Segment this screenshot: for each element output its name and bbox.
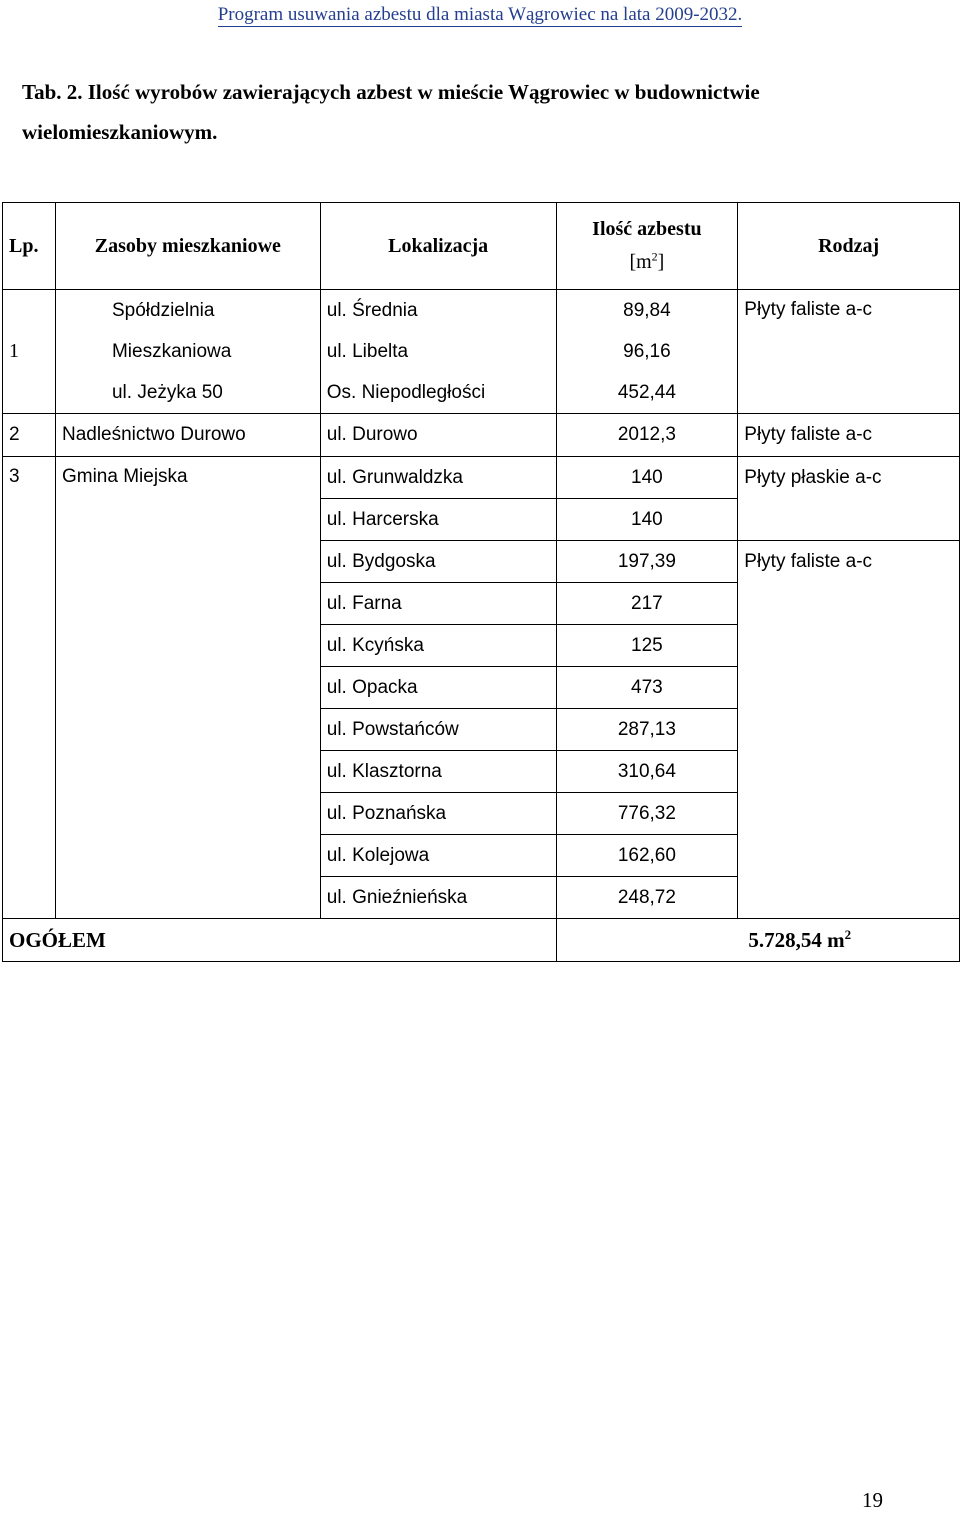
lokalizacja-cell: ul. Kolejowa — [320, 835, 556, 877]
table-row — [3, 290, 960, 332]
rodzaj-cell: Płyty faliste a-c — [738, 414, 960, 457]
total-row — [3, 919, 960, 962]
table-header-row — [3, 203, 960, 290]
ilosc-cell: 310,64 — [556, 751, 738, 793]
page-number: 19 — [862, 1488, 883, 1512]
asbestos-table — [2, 202, 960, 962]
ilosc-cell: 248,72 — [556, 877, 738, 919]
lokalizacja-cell: ul. Bydgoska — [320, 541, 556, 583]
lokalizacja-cell: Os. Niepodległości — [320, 372, 556, 414]
header-ilosc-label: Ilość azbestu — [592, 218, 702, 240]
group1-zasoby — [55, 290, 320, 414]
header-lp: Lp. — [3, 203, 56, 290]
lokalizacja-cell: ul. Opacka — [320, 667, 556, 709]
lokalizacja-cell: ul. Farna — [320, 583, 556, 625]
rodzaj-cell — [738, 499, 960, 541]
lokalizacja-cell: ul. Poznańska — [320, 793, 556, 835]
caption-line-2: wielomieszkaniowym. — [22, 120, 218, 144]
ilosc-cell: 452,44 — [556, 372, 738, 414]
page-header — [0, 4, 960, 26]
table-row — [3, 414, 960, 457]
ilosc-cell: 125 — [556, 625, 738, 667]
rodzaj-cell — [738, 709, 960, 751]
rodzaj-cell: Płyty płaskie a-c — [738, 457, 960, 499]
rodzaj-cell — [738, 667, 960, 709]
rodzaj-cell — [738, 793, 960, 835]
rodzaj-cell — [738, 583, 960, 625]
total-value: 5.728,54 $m^2$ — [556, 919, 959, 962]
group1-lp: 1 — [3, 290, 56, 414]
group3-zasoby: Gmina Miejska — [55, 457, 320, 919]
lokalizacja-cell: ul. Klasztorna — [320, 751, 556, 793]
lokalizacja-cell: ul. Harcerska — [320, 499, 556, 541]
lokalizacja-cell: ul. Średnia — [320, 290, 556, 332]
lokalizacja-cell: ul. Grunwaldzka — [320, 457, 556, 499]
lokalizacja-cell: ul. Powstańców — [320, 709, 556, 751]
lokalizacja-cell: ul. Kcyńska — [320, 625, 556, 667]
table-caption — [22, 72, 922, 152]
header-ilosc — [556, 203, 738, 290]
page-header-text: Program usuwania azbestu dla miasta Wągrowiec na lata 2009-2032. — [217, 4, 743, 25]
ilosc-cell: 140 — [556, 457, 738, 499]
rodzaj-cell — [738, 751, 960, 793]
lokalizacja-cell: ul. Libelta — [320, 331, 556, 372]
group3-lp: 3 — [3, 457, 56, 919]
ilosc-cell: 473 — [556, 667, 738, 709]
ilosc-cell: 140 — [556, 499, 738, 541]
group2-lp: 2 — [3, 414, 56, 457]
group1-zasoby-line: ul. Jeżyka 50 — [111, 382, 223, 403]
group1-rodzaj: Płyty faliste a-c — [738, 290, 960, 414]
header-zasoby: Zasoby mieszkaniowe — [55, 203, 320, 290]
header-ilosc-unit: $[m^2]$ — [629, 249, 665, 273]
caption-line-1: Tab. 2. Ilość wyrobów zawierających azbest w mieście Wągrowiec w budownictwie — [22, 80, 760, 104]
ilosc-cell: 89,84 — [556, 290, 738, 332]
rodzaj-cell — [738, 835, 960, 877]
table-row — [3, 457, 960, 499]
rodzaj-cell — [738, 625, 960, 667]
ilosc-cell: 776,32 — [556, 793, 738, 835]
header-lokalizacja: Lokalizacja — [320, 203, 556, 290]
rodzaj-cell — [738, 877, 960, 919]
ilosc-cell: 96,16 — [556, 331, 738, 372]
ilosc-cell: 287,13 — [556, 709, 738, 751]
group1-zasoby-line: Spółdzielnia — [111, 300, 215, 321]
rodzaj-cell: Płyty faliste a-c — [738, 541, 960, 583]
lokalizacja-cell: ul. Gnieźnieńska — [320, 877, 556, 919]
ilosc-cell: 162,60 — [556, 835, 738, 877]
group1-zasoby-line: Mieszkaniowa — [111, 341, 232, 362]
lokalizacja-cell: ul. Durowo — [320, 414, 556, 457]
total-label: OGÓŁEM — [3, 919, 557, 962]
header-rodzaj: Rodzaj — [738, 203, 960, 290]
ilosc-cell: 197,39 — [556, 541, 738, 583]
ilosc-cell: 2012,3 — [556, 414, 738, 457]
group2-zasoby: Nadleśnictwo Durowo — [55, 414, 320, 457]
ilosc-cell: 217 — [556, 583, 738, 625]
